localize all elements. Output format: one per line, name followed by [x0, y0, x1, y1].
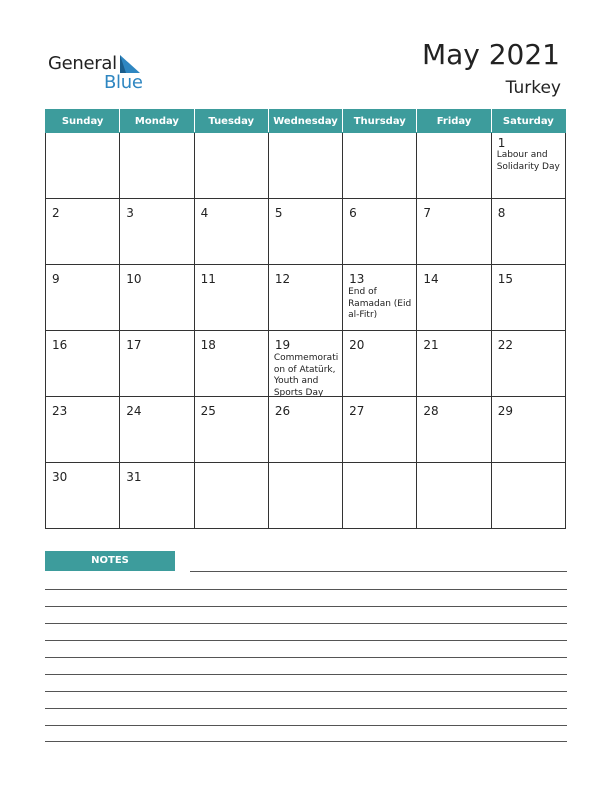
- day-cell: [268, 133, 342, 199]
- notes-line: [45, 657, 567, 658]
- day-number: 22: [497, 338, 513, 352]
- day-cell: [194, 331, 268, 397]
- day-number: 2: [52, 206, 60, 220]
- day-number: 17: [126, 338, 142, 352]
- notes-header: NOTES: [45, 551, 175, 571]
- day-number: 13: [349, 272, 365, 286]
- weekday-header: Tuesday: [194, 110, 268, 133]
- weekday-header: Thursday: [343, 110, 417, 133]
- week-row: [46, 397, 566, 463]
- day-number: 6: [349, 206, 357, 220]
- brand-logo: [48, 53, 158, 93]
- weekday-header: Friday: [417, 110, 491, 133]
- day-cell: [491, 265, 565, 331]
- week-row: [46, 463, 566, 529]
- week-row: [46, 331, 566, 397]
- notes-line: [45, 708, 567, 709]
- day-number: 31: [126, 470, 142, 484]
- notes-line: [45, 674, 567, 675]
- day-cell: [120, 133, 194, 199]
- day-cell: [120, 199, 194, 265]
- week-row: [46, 133, 566, 199]
- day-number: 16: [52, 338, 68, 352]
- notes-line: [45, 640, 567, 641]
- calendar-country: Turkey: [505, 78, 561, 98]
- weekday-header: Saturday: [491, 110, 565, 133]
- day-cell: [120, 397, 194, 463]
- day-cell: [120, 331, 194, 397]
- day-number: 27: [349, 404, 365, 418]
- day-cell: [194, 133, 268, 199]
- day-cell: [268, 463, 342, 529]
- weekday-header: Monday: [120, 110, 194, 133]
- day-number: 29: [497, 404, 513, 418]
- day-cell: [194, 265, 268, 331]
- day-cell: [417, 265, 491, 331]
- day-cell: [46, 133, 120, 199]
- day-number: 5: [274, 206, 283, 220]
- weekday-header: Wednesday: [268, 110, 342, 133]
- day-number: 18: [200, 338, 216, 352]
- day-number: 15: [497, 272, 513, 286]
- day-cell: [46, 463, 120, 529]
- day-cell: [417, 133, 491, 199]
- day-number: 4: [200, 206, 209, 220]
- weekday-header-row: [46, 110, 566, 133]
- day-cell: [343, 265, 417, 331]
- day-cell: [491, 397, 565, 463]
- week-row: [46, 265, 566, 331]
- day-number: 1: [497, 136, 506, 150]
- notes-line: [45, 741, 567, 742]
- day-number: 25: [200, 404, 216, 418]
- holiday-label: End of Ramadan (Eid al-Fitr): [348, 287, 412, 320]
- notes-line: [45, 725, 567, 726]
- day-cell: [343, 331, 417, 397]
- day-number: 8: [497, 206, 506, 220]
- day-cell: [491, 199, 565, 265]
- day-number: 23: [52, 404, 68, 418]
- day-cell: [120, 265, 194, 331]
- notes-line: [45, 606, 567, 607]
- day-cell: [194, 463, 268, 529]
- day-number: 26: [274, 404, 291, 418]
- week-row: [46, 199, 566, 265]
- day-number: 19: [274, 338, 291, 352]
- holiday-label: Commemoration of Atatürk, Youth and Sports Day: [273, 353, 339, 397]
- day-cell: [343, 133, 417, 199]
- holiday-label: Labour and Solidarity Day: [496, 150, 560, 172]
- notes-line: [190, 571, 567, 572]
- day-cell: [194, 199, 268, 265]
- calendar-title: May 2021: [421, 38, 560, 71]
- day-cell: [120, 463, 194, 529]
- day-cell: [343, 397, 417, 463]
- day-cell: [417, 331, 491, 397]
- weekday-header: Sunday: [46, 110, 120, 133]
- day-number: 30: [52, 470, 68, 484]
- day-cell: [417, 463, 491, 529]
- day-cell: [343, 463, 417, 529]
- day-number: 9: [52, 272, 60, 286]
- day-number: 24: [126, 404, 142, 418]
- day-cell: [491, 133, 565, 199]
- day-cell: [343, 199, 417, 265]
- day-cell: [46, 199, 120, 265]
- day-cell: [194, 397, 268, 463]
- day-cell: [417, 397, 491, 463]
- day-cell: [46, 265, 120, 331]
- notes-line: [45, 589, 567, 590]
- day-number: 10: [126, 272, 142, 286]
- day-cell: [491, 331, 565, 397]
- day-cell: [491, 463, 565, 529]
- notes-line: [45, 691, 567, 692]
- day-cell: [268, 199, 342, 265]
- day-cell: [46, 331, 120, 397]
- calendar-grid: [45, 109, 566, 529]
- day-number: 12: [274, 272, 291, 286]
- day-number: 7: [423, 206, 432, 220]
- day-cell: [417, 199, 491, 265]
- day-number: 28: [423, 404, 439, 418]
- day-cell: [268, 397, 342, 463]
- day-cell: [268, 265, 342, 331]
- day-number: 20: [349, 338, 365, 352]
- day-cell: [46, 397, 120, 463]
- day-number: 14: [423, 272, 439, 286]
- day-number: 21: [423, 338, 439, 352]
- day-cell: [268, 331, 342, 397]
- brand-general-text: General: [48, 53, 117, 74]
- day-number: 3: [126, 206, 134, 220]
- day-number: 11: [200, 272, 216, 286]
- notes-line: [45, 623, 567, 624]
- brand-blue-text: Blue: [104, 72, 143, 93]
